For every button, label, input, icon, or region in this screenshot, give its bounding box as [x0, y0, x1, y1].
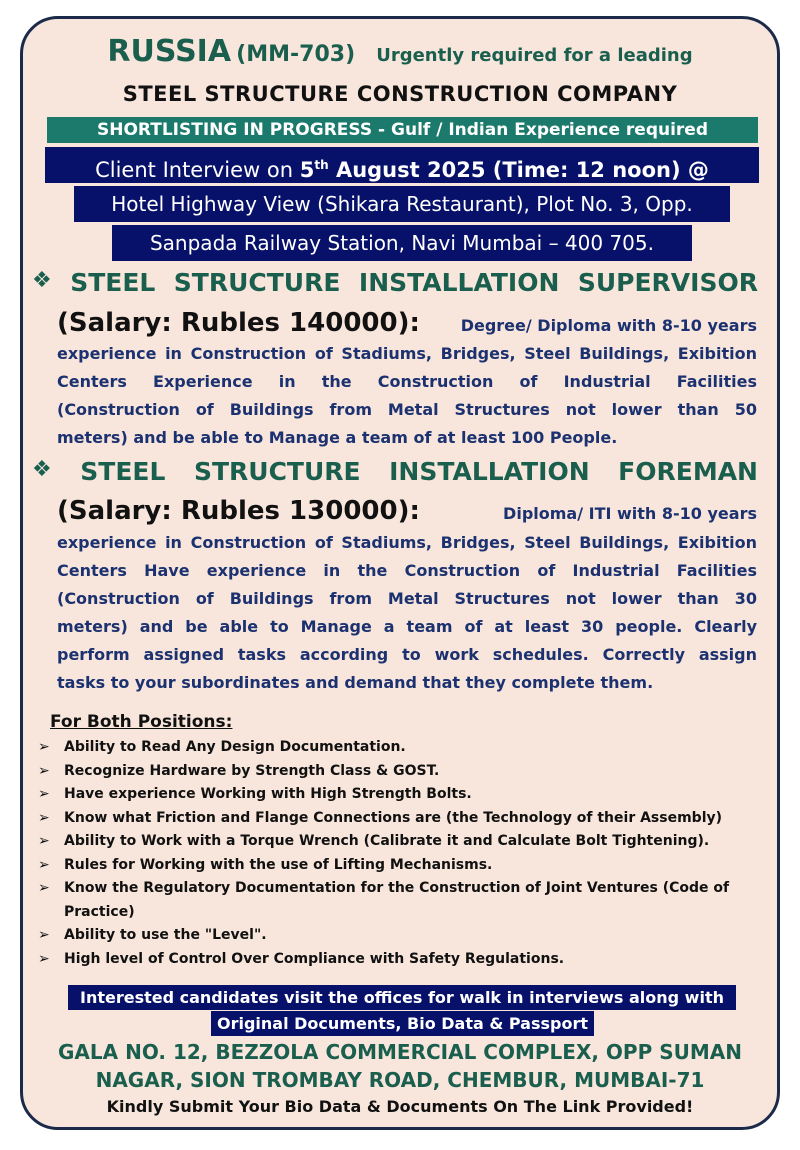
description-line: Centers Experience in the Construction of Industrial Facilities	[57, 372, 757, 391]
diamond-bullet-icon: ❖	[32, 457, 52, 482]
interview-address-line2: Sanpada Railway Station, Navi Mumbai – 400 705.	[112, 225, 692, 261]
description-supervisor	[57, 340, 757, 452]
cta-banner-line1: Interested candidates visit the offices for walk in interviews along with	[68, 985, 736, 1010]
position-title-foreman	[32, 457, 758, 486]
salary-line-foreman	[57, 496, 757, 526]
list-item: ➢ High level of Control Over Compliance with Safety Regulations.	[38, 948, 768, 972]
arrow-bullet-icon: ➢	[38, 880, 50, 896]
description-line: experience in Construction of Stadiums, Bridges, Steel Buildings, Exibition	[57, 533, 757, 552]
interview-prefix: Client Interview on	[95, 158, 300, 182]
interview-address-line1: Hotel Highway View (Shikara Restaurant), Plot No. 3, Opp.	[74, 186, 730, 222]
job-code: (MM-703)	[236, 42, 356, 67]
list-item: ➢ Know what Friction and Flange Connections are (the Technology of their Assembly)	[38, 807, 768, 831]
diamond-bullet-icon: ❖	[32, 268, 52, 293]
requirement-lead-supervisor: Degree/ Diploma with 8-10 years	[460, 316, 757, 335]
salary-foreman: (Salary: Rubles 130000):	[57, 496, 420, 526]
requirements-list	[38, 736, 768, 971]
title-word: STRUCTURE	[193, 457, 361, 486]
list-item: ➢ Rules for Working with the use of Lifting Mechanisms.	[38, 854, 768, 878]
arrow-bullet-icon: ➢	[38, 927, 50, 943]
arrow-bullet-icon: ➢	[38, 762, 50, 779]
salary-line-supervisor	[57, 308, 757, 338]
office-address-line2: NAGAR, SION TROMBAY ROAD, CHEMBUR, MUMBAI-71	[95, 1068, 705, 1092]
description-line: meters) and be able to Manage a team of at least 30 people. Clearly	[57, 617, 757, 636]
description-foreman	[57, 529, 757, 697]
title-word: SUPERVISOR	[577, 268, 758, 297]
both-positions-heading: For Both Positions:	[50, 712, 233, 732]
country-name: RUSSIA	[107, 34, 232, 69]
position-title-supervisor	[32, 268, 758, 297]
title-word: STEEL	[70, 268, 156, 297]
description-line: perform assigned tasks according to work schedules. Correctly assign	[57, 645, 757, 664]
arrow-bullet-icon: ➢	[38, 786, 50, 802]
description-line: (Construction of Buildings from Metal Structures not lower than 50	[57, 400, 757, 419]
list-item: ➢ Ability to use the "Level".	[38, 924, 768, 948]
office-address-line1: GALA NO. 12, BEZZOLA COMMERCIAL COMPLEX, OPP SUMAN	[58, 1040, 742, 1064]
arrow-bullet-icon: ➢	[38, 739, 50, 755]
arrow-bullet-icon: ➢	[38, 856, 50, 873]
cta-banner-line2: Original Documents, Bio Data & Passport	[211, 1011, 594, 1036]
interview-banner	[45, 147, 759, 183]
list-item: ➢ Ability to Read Any Design Documentation.	[38, 736, 768, 760]
description-line: meters) and be able to Manage a team of at least 100 People.	[57, 428, 618, 447]
title-word: STRUCTURE	[173, 268, 341, 297]
arrow-bullet-icon: ➢	[38, 809, 50, 826]
list-item: ➢ Recognize Hardware by Strength Class & GOST.	[38, 760, 768, 784]
list-item: ➢ Know the Regulatory Documentation for the Construction of Joint Ventures (Code of Practice)	[38, 877, 768, 924]
company-type: STEEL STRUCTURE CONSTRUCTION COMPANY	[122, 82, 678, 106]
title-word: STEEL	[80, 457, 166, 486]
interview-day-suffix: th	[314, 158, 329, 172]
interview-day: 5	[299, 158, 315, 182]
description-line: (Construction of Buildings from Metal Structures not lower than 30	[57, 589, 757, 608]
interview-date-time: August 2025 (Time: 12 noon) @	[328, 158, 709, 182]
description-line: experience in Construction of Stadiums, Bridges, Steel Buildings, Exibition	[57, 344, 757, 363]
shortlisting-banner: SHORTLISTING IN PROGRESS - Gulf / Indian Experience required	[47, 117, 758, 143]
title-word: INSTALLATION	[358, 268, 560, 297]
urgent-text: Urgently required for a leading	[376, 45, 693, 66]
header-title	[0, 34, 800, 69]
list-item: ➢ Have experience Working with High Strength Bolts.	[38, 783, 768, 807]
description-line: tasks to your subordinates and demand that they complete them.	[57, 673, 654, 692]
salary-supervisor: (Salary: Rubles 140000):	[57, 308, 420, 338]
description-line: Centers Have experience in the Construction of Industrial Facilities	[57, 561, 757, 580]
requirement-lead-foreman: Diploma/ ITI with 8-10 years	[503, 504, 757, 523]
arrow-bullet-icon: ➢	[38, 950, 50, 967]
title-word: FOREMAN	[618, 457, 758, 486]
list-item: ➢ Ability to Work with a Torque Wrench (Calibrate it and Calculate Bolt Tightening).	[38, 830, 768, 854]
arrow-bullet-icon: ➢	[38, 833, 50, 849]
title-word: INSTALLATION	[389, 457, 590, 486]
submission-note: Kindly Submit Your Bio Data & Documents On The Link Provided!	[106, 1097, 694, 1116]
